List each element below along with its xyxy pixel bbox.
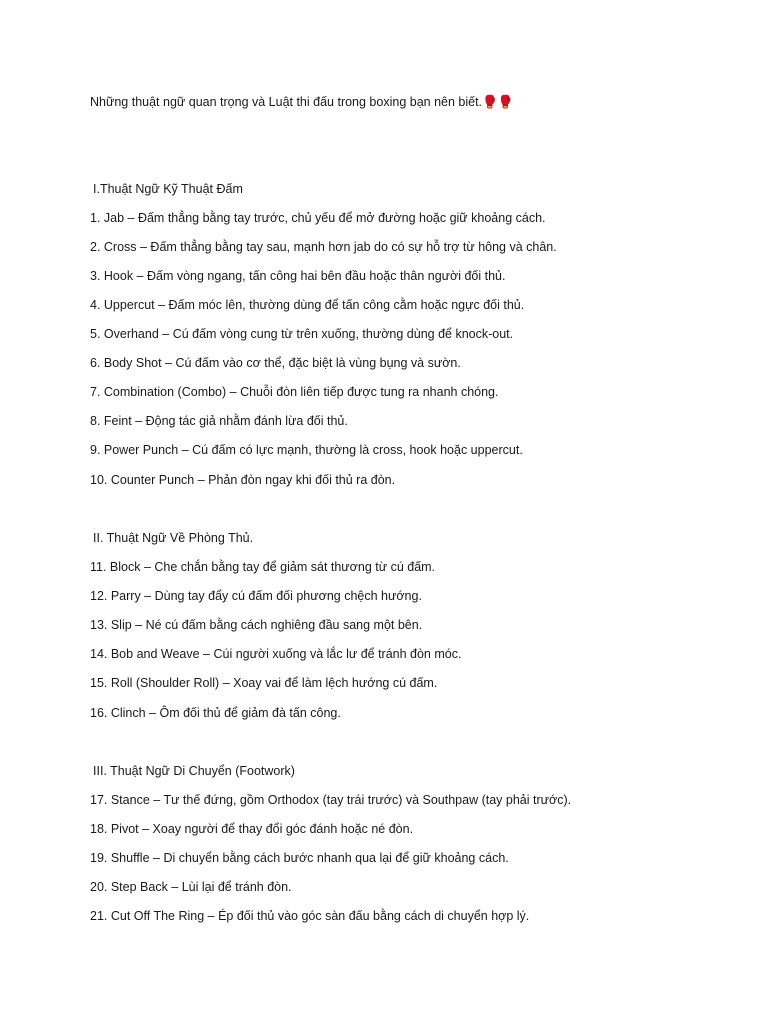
- list-item: 9. Power Punch – Cú đấm có lực mạnh, thường là cross, hook hoặc uppercut.: [90, 443, 523, 457]
- list-item: 7. Combination (Combo) – Chuỗi đòn liên tiếp được tung ra nhanh chóng.: [90, 385, 499, 399]
- list-item: 3. Hook – Đấm vòng ngang, tấn công hai bên đầu hoặc thân người đối thủ.: [90, 269, 506, 283]
- list-item: 14. Bob and Weave – Cúi người xuống và lắc lư để tránh đòn móc.: [90, 647, 462, 661]
- list-item: 20. Step Back – Lùi lại để tránh đòn.: [90, 880, 292, 894]
- section-heading-defense: II. Thuật Ngữ Về Phòng Thủ.: [93, 531, 254, 545]
- list-item: 12. Parry – Dùng tay đẩy cú đấm đối phương chệch hướng.: [90, 589, 422, 603]
- list-item: 15. Roll (Shoulder Roll) – Xoay vai để làm lệch hướng cú đấm.: [90, 676, 438, 690]
- list-item: 21. Cut Off The Ring – Ép đối thủ vào góc sàn đấu bằng cách di chuyển hợp lý.: [90, 909, 530, 923]
- section-heading-punching: I.Thuật Ngữ Kỹ Thuật Đấm: [93, 182, 243, 196]
- list-item: 10. Counter Punch – Phản đòn ngay khi đối thủ ra đòn.: [90, 473, 396, 487]
- list-item: 13. Slip – Né cú đấm bằng cách nghiêng đầu sang một bên.: [90, 618, 423, 632]
- list-item: 11. Block – Che chắn bằng tay để giảm sát thương từ cú đấm.: [90, 560, 436, 574]
- list-item: 4. Uppercut – Đấm móc lên, thường dùng để tấn công cằm hoặc ngực đối thủ.: [90, 298, 525, 312]
- list-item: 17. Stance – Tư thế đứng, gồm Orthodox (tay trái trước) và Southpaw (tay phải trước).: [90, 793, 572, 807]
- list-item: 8. Feint – Động tác giả nhằm đánh lừa đối thủ.: [90, 414, 348, 428]
- list-item: 18. Pivot – Xoay người để thay đổi góc đánh hoặc né đòn.: [90, 822, 414, 836]
- section-heading-footwork: III. Thuật Ngữ Di Chuyển (Footwork): [93, 764, 295, 778]
- list-item: 5. Overhand – Cú đấm vòng cung từ trên xuống, thường dùng để knock-out.: [90, 327, 514, 341]
- list-item: 6. Body Shot – Cú đấm vào cơ thể, đặc biệt là vùng bụng và sườn.: [90, 356, 461, 370]
- list-item: 16. Clinch – Ôm đối thủ để giảm đà tấn công.: [90, 706, 341, 720]
- list-item: 2. Cross – Đấm thẳng bằng tay sau, mạnh hơn jab do có sự hỗ trợ từ hông và chân.: [90, 240, 557, 254]
- list-item: 19. Shuffle – Di chuyển bằng cách bước nhanh qua lại để giữ khoảng cách.: [90, 851, 509, 865]
- document-title: Những thuật ngữ quan trọng và Luật thi đấu trong boxing bạn nên biết.🥊🥊: [90, 95, 514, 109]
- list-item: 1. Jab – Đấm thẳng bằng tay trước, chủ yếu để mở đường hoặc giữ khoảng cách.: [90, 211, 546, 225]
